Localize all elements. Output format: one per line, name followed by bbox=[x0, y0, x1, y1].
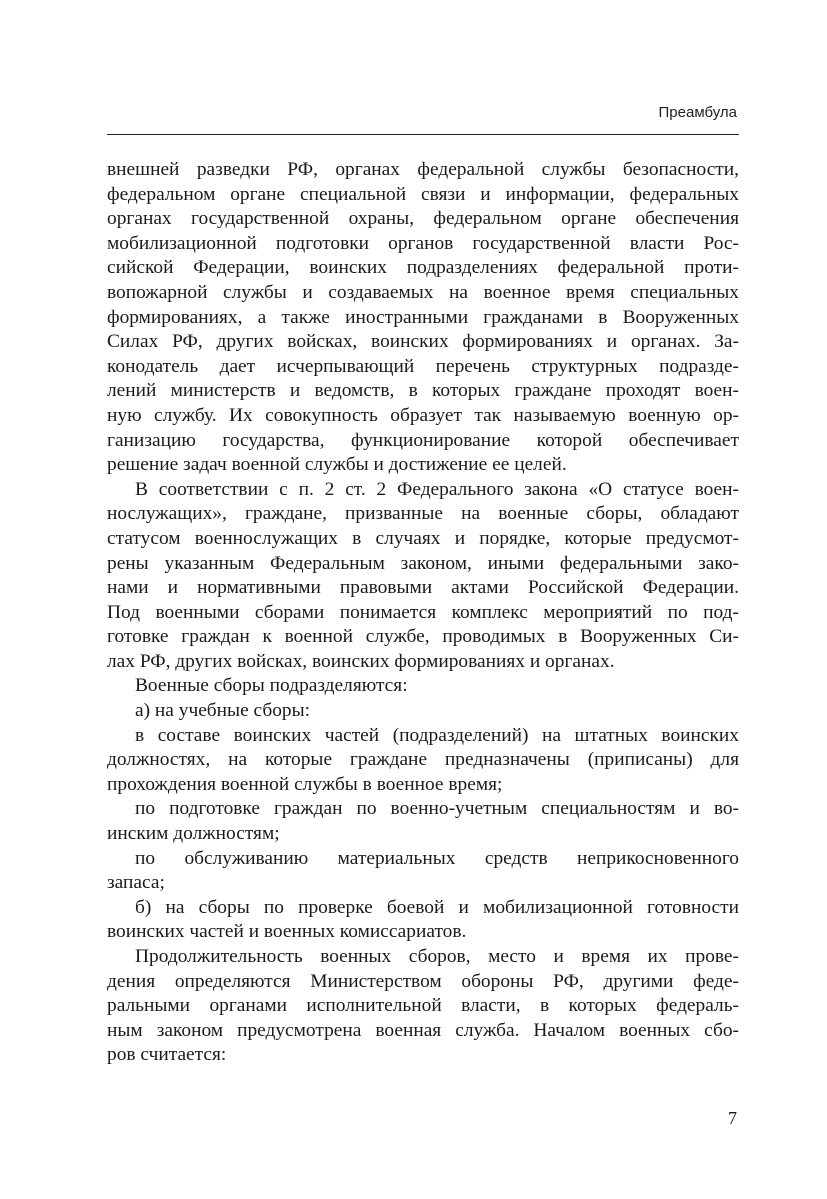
text-line: ным законом предусмотрена военная служба. Началом военных сбо- bbox=[107, 1019, 739, 1041]
text-line: в составе воинских частей (подразделений) на штатных воинских bbox=[135, 724, 739, 746]
text-line: прохождения военной службы в военное время; bbox=[107, 773, 503, 795]
text-line: лений министерств и ведомств, в которых граждане проходят воен- bbox=[107, 380, 739, 402]
text-line: инским должностям; bbox=[107, 823, 280, 845]
page-number: 7 bbox=[728, 1108, 737, 1128]
text-line: ганизацию государства, функционирование которой обеспечивает bbox=[107, 429, 739, 451]
text-line: внешней разведки РФ, органах федеральной службы безопасности, bbox=[107, 159, 739, 180]
text-line: Военные сборы подразделяются: bbox=[135, 675, 408, 697]
text-line: дения определяются Министерством обороны РФ, другими феде- bbox=[107, 970, 739, 992]
text-line: В соответствии с п. 2 ст. 2 Федерального закона «О статусе воен- bbox=[135, 478, 739, 500]
text-line: ров считается: bbox=[107, 1044, 227, 1066]
body-text bbox=[107, 158, 739, 1068]
text-line: ную службу. Их совокупность образует так называемую военную ор- bbox=[107, 404, 739, 426]
text-line: рены указанным Федеральным законом, иными федеральными зако- bbox=[107, 552, 739, 574]
text-line: решение задач военной службы и достижение ее целей. bbox=[107, 454, 567, 476]
text-line: вопожарной службы и создаваемых на военное время специальных bbox=[107, 281, 739, 303]
text-line: готовке граждан к военной службе, проводимых в Вооруженных Си- bbox=[107, 626, 739, 648]
text-line: Силах РФ, других войсках, воинских формированиях и органах. За- bbox=[107, 331, 739, 353]
text-line: нами и нормативными правовыми актами Российской Федерации. bbox=[107, 577, 739, 599]
text-line: лах РФ, других войсках, воинских формированиях и органах. bbox=[107, 650, 615, 672]
text-line: сийской Федерации, воинских подразделениях федеральной проти- bbox=[107, 257, 739, 279]
text-line: органах государственной охраны, федеральном органе обеспечения bbox=[107, 208, 739, 230]
text-line: по подготовке граждан по военно-учетным специальностям и во- bbox=[135, 798, 739, 820]
text-line: федеральном органе специальной связи и информации, федеральных bbox=[107, 183, 739, 205]
text-line: статусом военнослужащих в случаях и порядке, которые предусмот- bbox=[107, 527, 739, 549]
text-line: по обслуживанию материальных средств неприкосновенного bbox=[135, 847, 739, 869]
text-line: конодатель дает исчерпывающий перечень структурных подразде- bbox=[107, 355, 739, 377]
text-line: б) на сборы по проверке боевой и мобилизационной готовности bbox=[135, 896, 739, 918]
text-line: мобилизационной подготовки органов государственной власти Рос- bbox=[107, 232, 739, 254]
text-line: запаса; bbox=[107, 872, 165, 894]
running-head: Преамбула bbox=[658, 104, 737, 121]
header-rule bbox=[107, 134, 739, 135]
text-line: воинских частей и военных комиссариатов. bbox=[107, 921, 467, 943]
text-line: должностях, на которые граждане предназначены (приписаны) для bbox=[107, 749, 739, 771]
text-line: Продолжительность военных сборов, место и время их прове- bbox=[135, 946, 739, 967]
text-line: формированиях, а также иностранными гражданами в Вооруженных bbox=[107, 306, 739, 328]
text-line: нослужащих», граждане, призванные на военные сборы, обладают bbox=[107, 503, 739, 525]
text-line: Под военными сборами понимается комплекс мероприятий по под- bbox=[107, 601, 739, 623]
text-line: ральными органами исполнительной власти, в которых федераль- bbox=[107, 995, 739, 1017]
text-line: а) на учебные сборы: bbox=[135, 700, 311, 722]
